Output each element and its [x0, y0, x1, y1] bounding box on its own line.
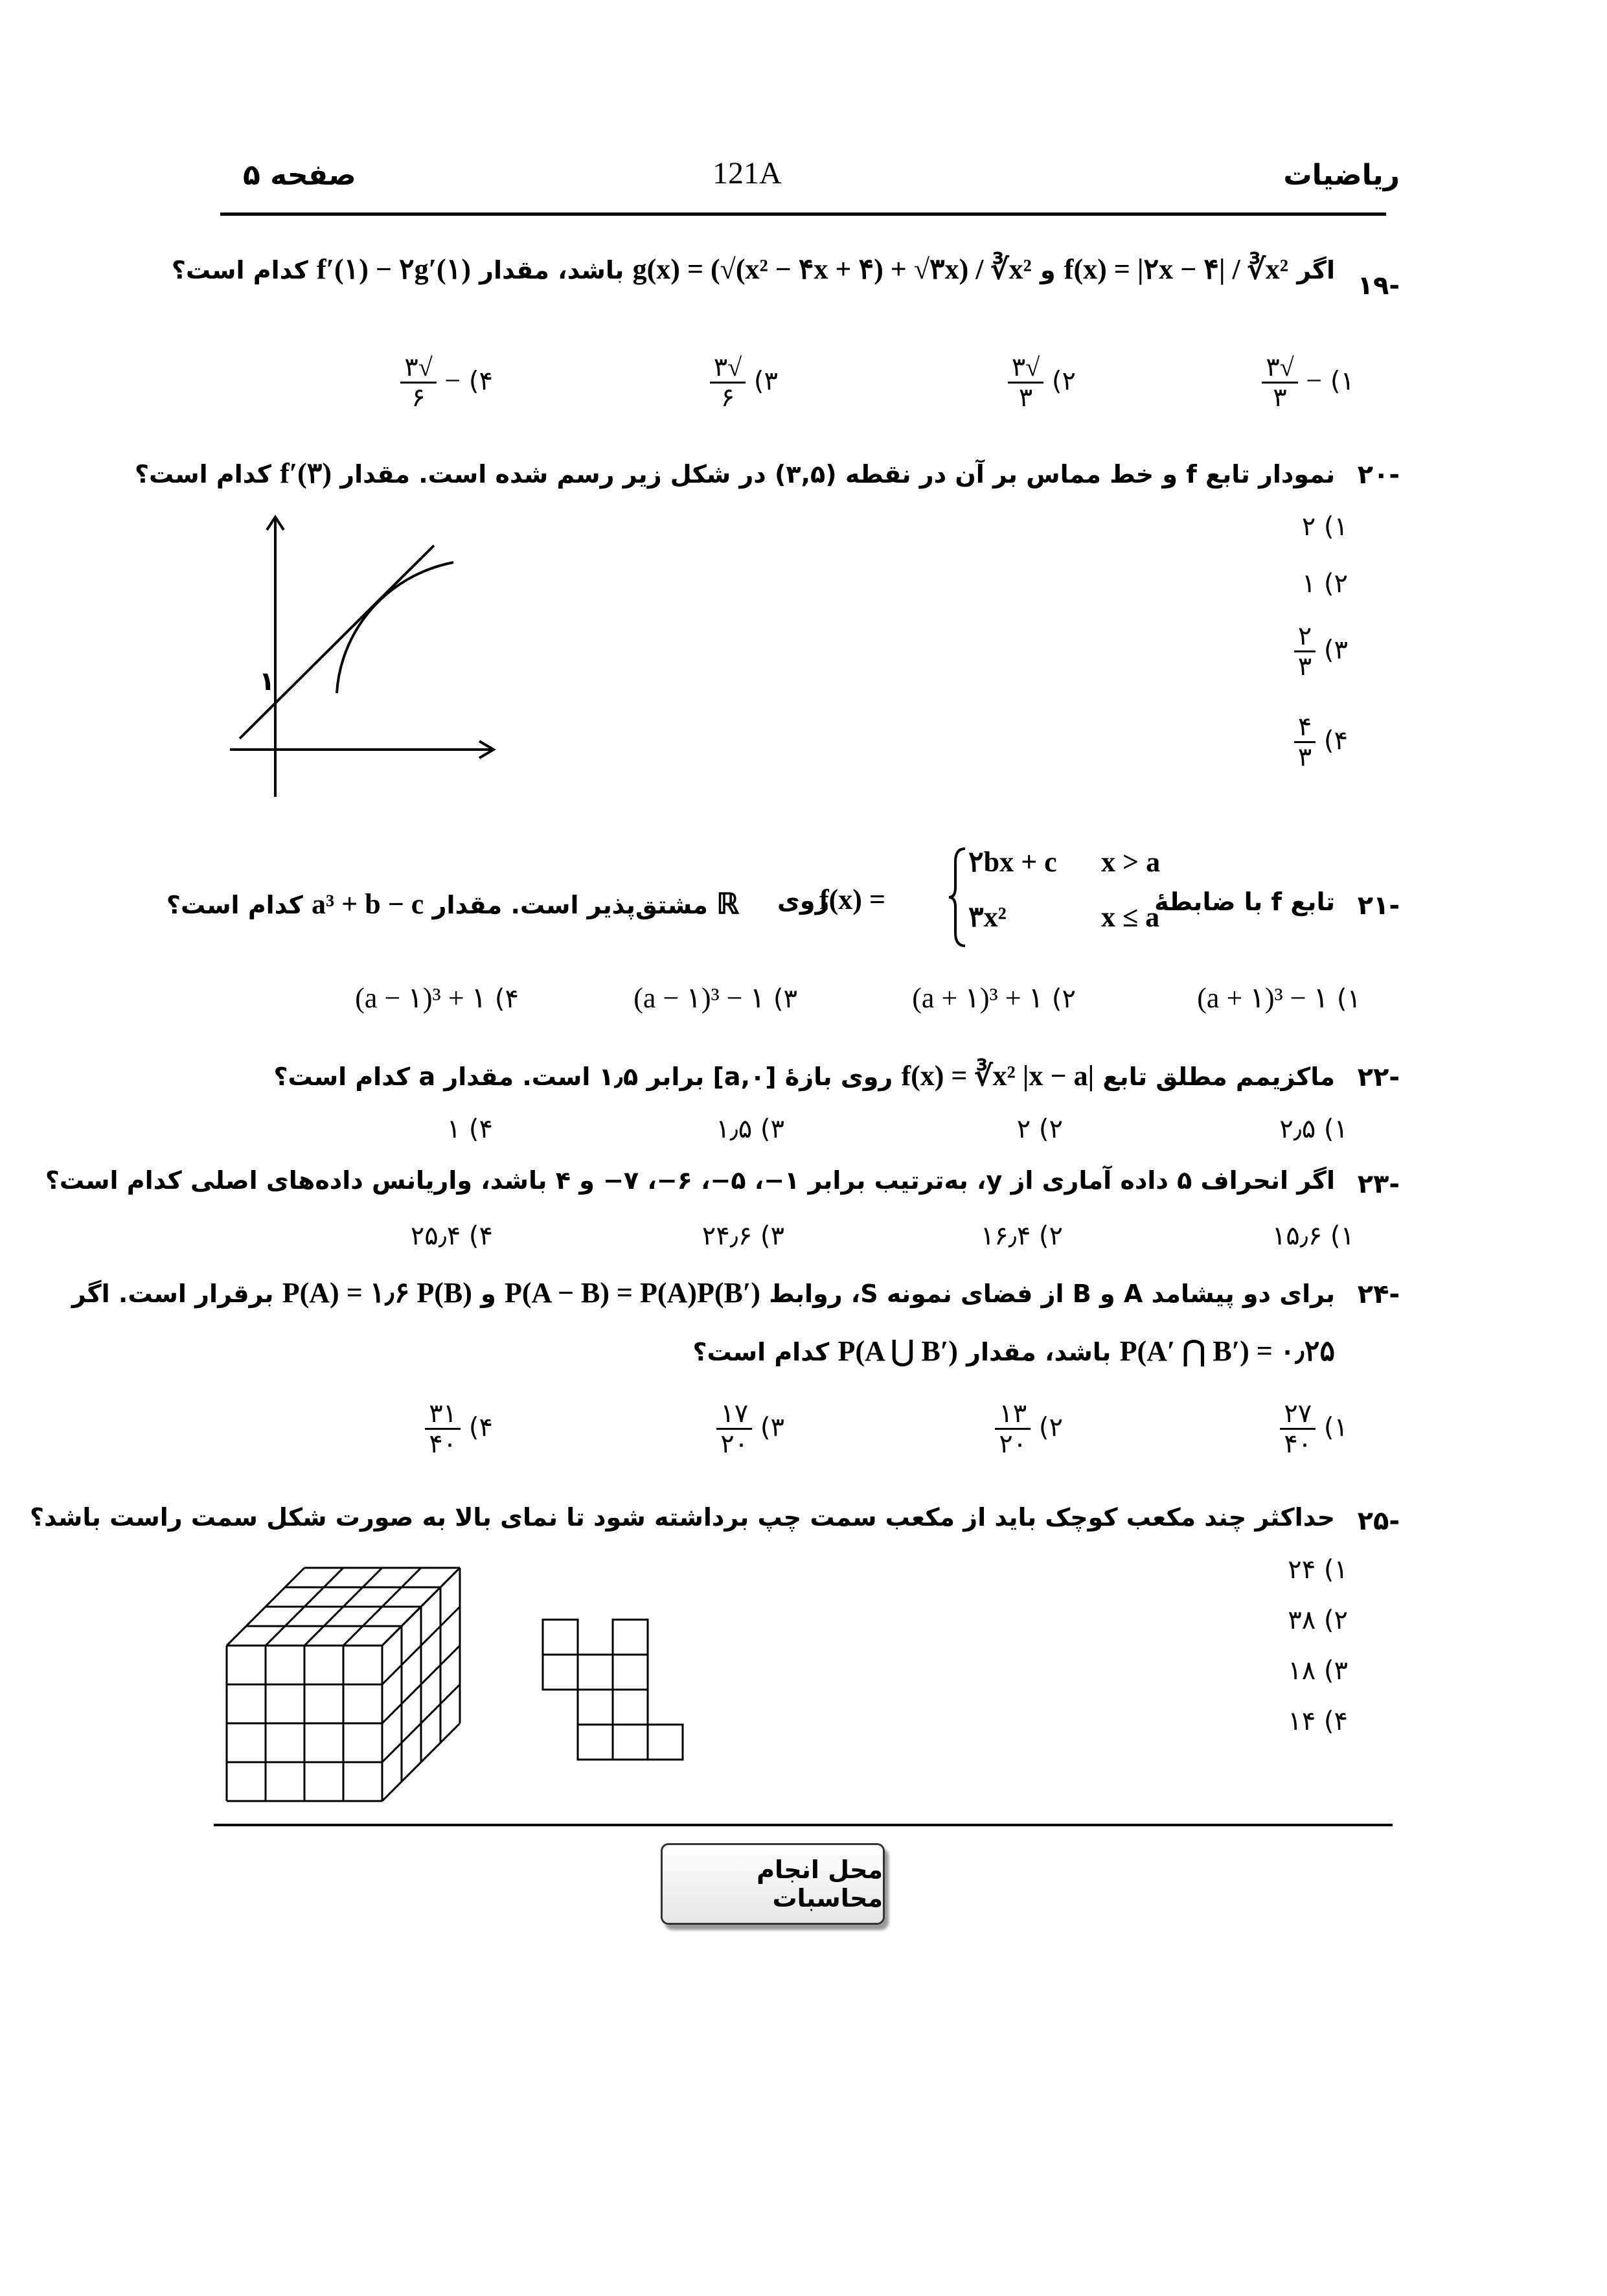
q20-option-1[interactable]: ۱) ۲: [1301, 512, 1348, 542]
q21-over: روی: [777, 886, 830, 915]
q23-stem: اگر انحراف ۵ داده آماری از y، به‌ترتیب برابر ۱−، ۵−، ۶−، ۷− و ۴ باشد، واریانس داده‌های اصلی کدام است؟: [45, 1166, 1335, 1195]
q22-number: -۲۲: [1357, 1062, 1400, 1092]
q24-expr2: P(A) = ۱٫۶ P(B): [282, 1277, 472, 1309]
q21-option-4[interactable]: ۴) (a − ۱)³ + ۱: [355, 982, 519, 1014]
function-curve: [337, 562, 453, 693]
q21-option-3[interactable]: ۳) (a − ۱)³ − ۱: [633, 982, 797, 1014]
q24-option-4[interactable]: ۴) $\frac{۳۱}{۴۰}$: [425, 1399, 493, 1458]
q21-fx: f(x) =: [819, 884, 886, 915]
q23-option-3[interactable]: ۳) ۲۴٫۶: [701, 1221, 784, 1251]
q21-option-1[interactable]: ۱) (a + ۱)³ − ۱: [1197, 982, 1361, 1014]
q22-option-1[interactable]: ۱) ۲٫۵: [1279, 1114, 1348, 1144]
q21-piecewise: ۲bx + c x > a ۳x² x ≤ a: [907, 845, 1172, 949]
q19-f-def: f(x) = |۲x − ۴| / ∛x²: [1064, 253, 1288, 285]
footer-rule: [214, 1824, 1393, 1826]
q19-expr: f′(۱) − ۲g′(۱): [316, 253, 471, 285]
q24-option-2[interactable]: ۲) $\frac{۱۳}{۲۰}$: [995, 1399, 1063, 1458]
q20-number: -۲۰: [1357, 460, 1400, 490]
q20-option-4[interactable]: ۴) $\frac{۴}{۳}$: [1294, 713, 1348, 772]
q19-tail: باشد، مقدار: [479, 256, 624, 284]
q19-ask: کدام است؟: [171, 256, 308, 284]
q25-option-4[interactable]: ۴) ۱۴: [1288, 1706, 1348, 1736]
header-rule: [220, 212, 1386, 216]
q23-option-4[interactable]: ۴) ۲۵٫۴: [410, 1221, 493, 1251]
q20-expr: f′(۳): [280, 457, 332, 489]
q19-lead: اگر: [1297, 256, 1335, 284]
q22-option-4[interactable]: ۴) ۱: [446, 1114, 493, 1144]
q24-expr3: P(A′ ⋂ B′) = ۰٫۲۵: [1119, 1335, 1335, 1367]
q22-stem: ماکزیمم مطلق تابع f(x) = ∛x² |x − a| روی بازهٔ [۰,a] برابر ۱٫۵ است. مقدار a کدام است؟: [273, 1060, 1335, 1092]
q19-option-4[interactable]: ۴) − $\frac{√۳}{۶}$: [400, 353, 493, 412]
q21-stem: تابع f با ضابطهٔ: [1154, 888, 1335, 916]
q23-option-2[interactable]: ۲) ۱۶٫۴: [980, 1221, 1063, 1251]
q20-stem: نمودار تابع f و خط مماس بر آن در نقطه (۳,۵) در شکل زیر رسم شده است. مقدار f′(۳) کدام است؟: [135, 457, 1335, 489]
calculation-area-button[interactable]: محل انجام محاسبات: [661, 1843, 885, 1925]
subject-title: ریاضیات: [1283, 159, 1400, 192]
exam-code: 121A: [712, 156, 782, 190]
tangent-line: [240, 545, 434, 739]
q24-option-3[interactable]: ۳) $\frac{۱۷}{۲۰}$: [716, 1399, 784, 1458]
q19-option-3[interactable]: ۳) $\frac{√۳}{۶}$: [710, 353, 778, 412]
graph-label-1: ۱: [259, 667, 275, 696]
q24-line2: P(A′ ⋂ B′) = ۰٫۲۵ باشد، مقدار P(A ⋃ B′) کدام است؟: [692, 1335, 1335, 1367]
q20-option-3[interactable]: ۳) $\frac{۲}{۳}$: [1294, 622, 1348, 681]
q20-option-2[interactable]: ۲) ۱: [1301, 569, 1348, 599]
q25-top-view: [531, 1613, 687, 1769]
q19-number: -۱۹: [1357, 271, 1400, 301]
q20-graph: [220, 505, 505, 803]
q23-option-1[interactable]: ۱) ۱۵٫۶: [1271, 1221, 1354, 1251]
q19-and: و: [1040, 256, 1056, 284]
q23-number: -۲۳: [1357, 1169, 1400, 1199]
q25-number: -۲۵: [1357, 1506, 1400, 1536]
q22-option-3[interactable]: ۳) ۱٫۵: [716, 1114, 784, 1144]
q25-stem: حداکثر چند مکعب کوچک باید از مکعب سمت چپ برداشته شود تا نمای بالا به صورت شکل سمت راست باشد؟: [29, 1503, 1335, 1532]
q19-stem: [172, 253, 1335, 286]
q24-expr4: P(A ⋃ B′): [838, 1335, 958, 1367]
q24-line1: برای دو پیشامد A و B از فضای نمونه S، روابط P(A − B) = P(A)P(B′) و P(A) = ۱٫۶ P(B) برقرار است. اگر: [71, 1277, 1335, 1309]
q22-expr: f(x) = ∛x² |x − a|: [901, 1060, 1095, 1092]
q25-option-2[interactable]: ۲) ۳۸: [1288, 1605, 1348, 1635]
q25-cube: [220, 1548, 466, 1840]
q25-option-3[interactable]: ۳) ۱۸: [1288, 1656, 1348, 1686]
q24-option-1[interactable]: ۱) $\frac{۲۷}{۴۰}$: [1280, 1399, 1348, 1458]
q21-option-2[interactable]: ۲) (a + ۱)³ + ۱: [912, 982, 1076, 1014]
page-number: صفحه ۵: [243, 159, 356, 192]
q25-option-1[interactable]: ۱) ۲۴: [1288, 1555, 1348, 1585]
brace: [946, 845, 972, 949]
q22-option-2[interactable]: ۲) ۲: [1016, 1114, 1063, 1144]
q19-option-2[interactable]: ۲) $\frac{√۳}{۳}$: [1008, 353, 1076, 412]
q21-expr: a³ + b − c: [311, 888, 424, 920]
q24-expr1: P(A − B) = P(A)P(B′): [504, 1277, 760, 1309]
q19-g-def: g(x) = (√(x² − ۴x + ۴) + √۳x) / ∛x²: [632, 253, 1032, 285]
q19-option-1[interactable]: ۱) − $\frac{√۳}{۳}$: [1262, 353, 1354, 412]
q21-number: -۲۱: [1357, 891, 1400, 921]
q21-stem-2: ℝ مشتق‌پذیر است. مقدار a³ + b − c کدام است؟: [166, 888, 739, 920]
q24-number: -۲۴: [1357, 1280, 1400, 1309]
